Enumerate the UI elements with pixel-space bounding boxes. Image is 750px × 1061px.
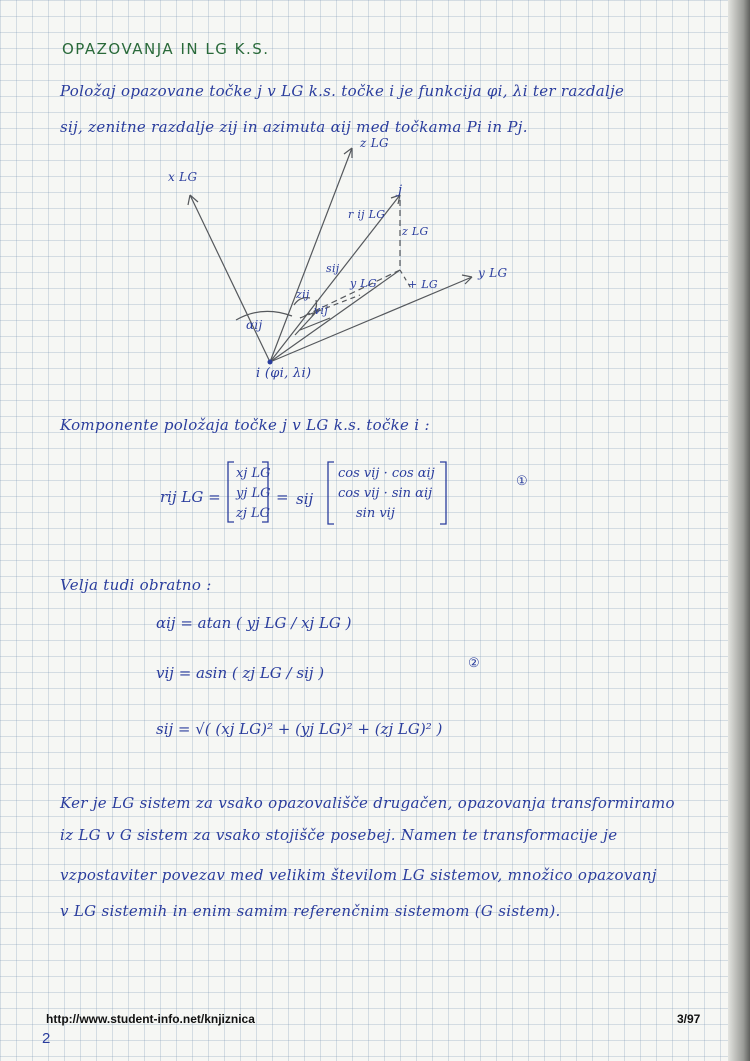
eq2-number-label: ② xyxy=(468,656,480,671)
label-r-vector: r ij LG xyxy=(348,208,386,221)
eq1-equals: = xyxy=(276,488,289,506)
paragraph-2-line-3: vzpostaviter povezav med velikim številom LG sistemov, množico opazovanj xyxy=(60,866,657,884)
label-x-axis: x LG xyxy=(168,170,198,184)
paragraph-2-line-2: iz LG v G sistem za vsako stojišče posebej. Namen te transformacije je xyxy=(60,826,618,844)
label-y-axis: y LG xyxy=(478,266,508,280)
eq1-matrix-row-3: sin vij xyxy=(356,506,395,521)
eq2-v: vij = asin ( zj LG / sij ) xyxy=(156,664,325,682)
paragraph-2-line-1: Ker je LG sistem za vsako opazovališče drugačen, opazovanja transformiramo xyxy=(60,794,675,812)
label-z-component: z LG xyxy=(402,225,429,238)
label-y-component: y LG xyxy=(350,277,378,290)
label-x-component: + LG xyxy=(408,278,439,291)
corner-page-mark: 2 xyxy=(42,1030,51,1047)
eq1-vector-x: xj LG xyxy=(236,466,271,481)
page-heading: OPAZOVANJA IN LG K.S. xyxy=(62,40,270,58)
paragraph-1-line-2: sij, zenitne razdalje zij in azimuta αij med točkama Pi in Pj. xyxy=(60,118,528,136)
section-components-heading: Komponente položaja točke j v LG k.s. točke i : xyxy=(60,416,430,434)
footer-page-number: 3/97 xyxy=(677,1012,701,1026)
eq1-vector-z: zj LG xyxy=(236,506,271,521)
label-z-angle: zij xyxy=(296,288,310,301)
eq1-matrix-row-1: cos vij · cos αij xyxy=(338,466,435,481)
eq1-lhs: rij LG = xyxy=(160,488,221,506)
eq1-number-label: ① xyxy=(516,474,528,489)
footer-source-url: http://www.student-info.net/knjiznica xyxy=(46,1012,255,1026)
section-inverse-heading: Velja tudi obratno : xyxy=(60,576,212,594)
label-z-axis: z LG xyxy=(360,136,389,150)
label-origin: i (φi, λi) xyxy=(256,366,312,381)
eq1-vector-y: yj LG xyxy=(236,486,271,501)
label-s-ij: sij xyxy=(326,262,340,275)
eq1-matrix-row-2: cos vij · sin αij xyxy=(338,486,433,501)
label-point-j: j xyxy=(398,183,403,198)
label-v-ij: vij xyxy=(314,304,329,317)
paragraph-2-line-4: v LG sistemih in enim samim referenčnim sistemom (G sistem). xyxy=(60,902,561,920)
eq1-factor: sij xyxy=(296,490,314,508)
label-alpha: αij xyxy=(246,318,263,332)
eq2-s: sij = √( (xj LG)² + (yj LG)² + (zj LG)² ) xyxy=(156,720,443,738)
paragraph-1-line-1: Položaj opazovane točke j v LG k.s. točke i je funkcija φi, λi ter razdalje xyxy=(60,82,625,100)
eq2-alpha: αij = atan ( yj LG / xj LG ) xyxy=(156,614,352,632)
